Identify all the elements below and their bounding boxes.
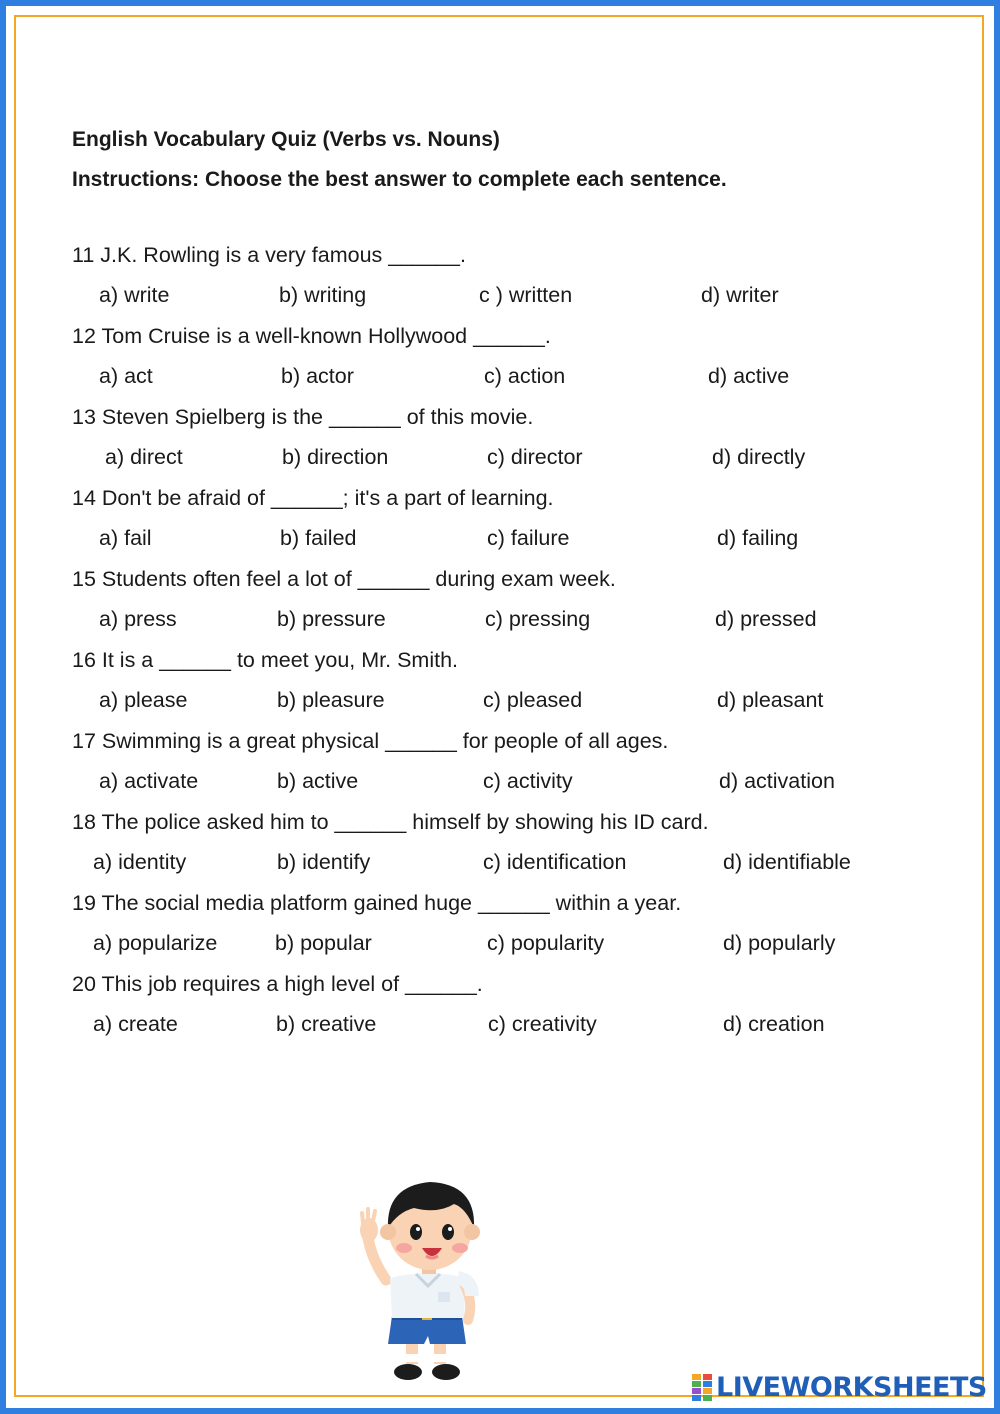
liveworksheets-logo[interactable] [692, 1372, 987, 1404]
option-c[interactable]: c) failure [487, 526, 570, 550]
question-item [72, 478, 952, 559]
answer-options [72, 761, 952, 802]
option-d[interactable]: d) active [708, 364, 790, 388]
option-b[interactable]: b) pleasure [277, 688, 385, 712]
option-c[interactable]: c) popularity [487, 931, 605, 955]
answer-options [72, 518, 952, 559]
option-d[interactable]: d) directly [712, 445, 806, 469]
option-b[interactable]: b) direction [282, 445, 389, 469]
option-b[interactable]: b) failed [280, 526, 357, 550]
option-c[interactable]: c) creativity [488, 1012, 597, 1036]
quiz-instructions: Instructions: Choose the best answer to complete each sentence. [72, 168, 727, 191]
quiz-title: English Vocabulary Quiz (Verbs vs. Nouns) [72, 128, 500, 151]
answer-options [72, 680, 952, 721]
question-item [72, 559, 952, 640]
option-a[interactable]: a) activate [99, 769, 199, 793]
option-d[interactable]: d) popularly [723, 931, 836, 955]
option-b[interactable]: b) creative [276, 1012, 377, 1036]
option-d[interactable]: d) pleasant [717, 688, 824, 712]
option-c[interactable]: c ) written [479, 283, 573, 307]
answer-options [72, 275, 952, 316]
answer-options [72, 1004, 952, 1045]
question-text: 12 Tom Cruise is a well-known Hollywood ______. [72, 324, 551, 348]
question-text: 14 Don't be afraid of ______; it's a part of learning. [72, 486, 554, 510]
question-item [72, 964, 952, 1045]
question-text: 17 Swimming is a great physical ______ for people of all ages. [72, 729, 669, 753]
question-item [72, 721, 952, 802]
answer-options [72, 356, 952, 397]
option-c[interactable]: c) activity [483, 769, 573, 793]
option-a[interactable]: a) fail [99, 526, 152, 550]
option-d[interactable]: d) activation [719, 769, 835, 793]
question-list [72, 235, 952, 1045]
question-item [72, 397, 952, 478]
question-item [72, 802, 952, 883]
quiz-header [72, 120, 727, 200]
liveworksheets-brand-text: LIVEWORKSHEETS [716, 1372, 987, 1403]
question-text: 15 Students often feel a lot of ______ during exam week. [72, 567, 616, 591]
answer-options [72, 842, 952, 883]
option-a[interactable]: a) popularize [93, 931, 218, 955]
option-d[interactable]: d) identifiable [723, 850, 851, 874]
question-text: 20 This job requires a high level of ______. [72, 972, 483, 996]
option-c[interactable]: c) identification [483, 850, 627, 874]
answer-options [72, 923, 952, 964]
option-b[interactable]: b) actor [281, 364, 354, 388]
answer-options [72, 437, 952, 478]
option-c[interactable]: c) pressing [485, 607, 591, 631]
option-d[interactable]: d) failing [717, 526, 799, 550]
option-c[interactable]: c) pleased [483, 688, 583, 712]
question-text: 11 J.K. Rowling is a very famous ______. [72, 243, 466, 267]
question-text: 18 The police asked him to ______ himself by showing his ID card. [72, 810, 709, 834]
option-a[interactable]: a) write [99, 283, 170, 307]
option-c[interactable]: c) director [487, 445, 583, 469]
question-item [72, 883, 952, 964]
question-item [72, 316, 952, 397]
option-c[interactable]: c) action [484, 364, 566, 388]
option-b[interactable]: b) pressure [277, 607, 386, 631]
question-text: 19 The social media platform gained huge ______ within a year. [72, 891, 682, 915]
option-d[interactable]: d) pressed [715, 607, 817, 631]
option-b[interactable]: b) popular [275, 931, 372, 955]
option-a[interactable]: a) act [99, 364, 153, 388]
option-a[interactable]: a) please [99, 688, 188, 712]
question-text: 13 Steven Spielberg is the ______ of this movie. [72, 405, 534, 429]
question-item [72, 235, 952, 316]
question-text: 16 It is a ______ to meet you, Mr. Smith. [72, 648, 459, 672]
question-item [72, 640, 952, 721]
option-b[interactable]: b) active [277, 769, 359, 793]
option-d[interactable]: d) creation [723, 1012, 825, 1036]
option-b[interactable]: b) identify [277, 850, 371, 874]
liveworksheets-logo-icon [692, 1374, 712, 1402]
option-d[interactable]: d) writer [701, 283, 779, 307]
waving-boy-illustration [358, 1168, 508, 1388]
option-b[interactable]: b) writing [279, 283, 367, 307]
answer-options [72, 599, 952, 640]
option-a[interactable]: a) identity [93, 850, 187, 874]
option-a[interactable]: a) create [93, 1012, 178, 1036]
option-a[interactable]: a) press [99, 607, 177, 631]
option-a[interactable]: a) direct [105, 445, 183, 469]
